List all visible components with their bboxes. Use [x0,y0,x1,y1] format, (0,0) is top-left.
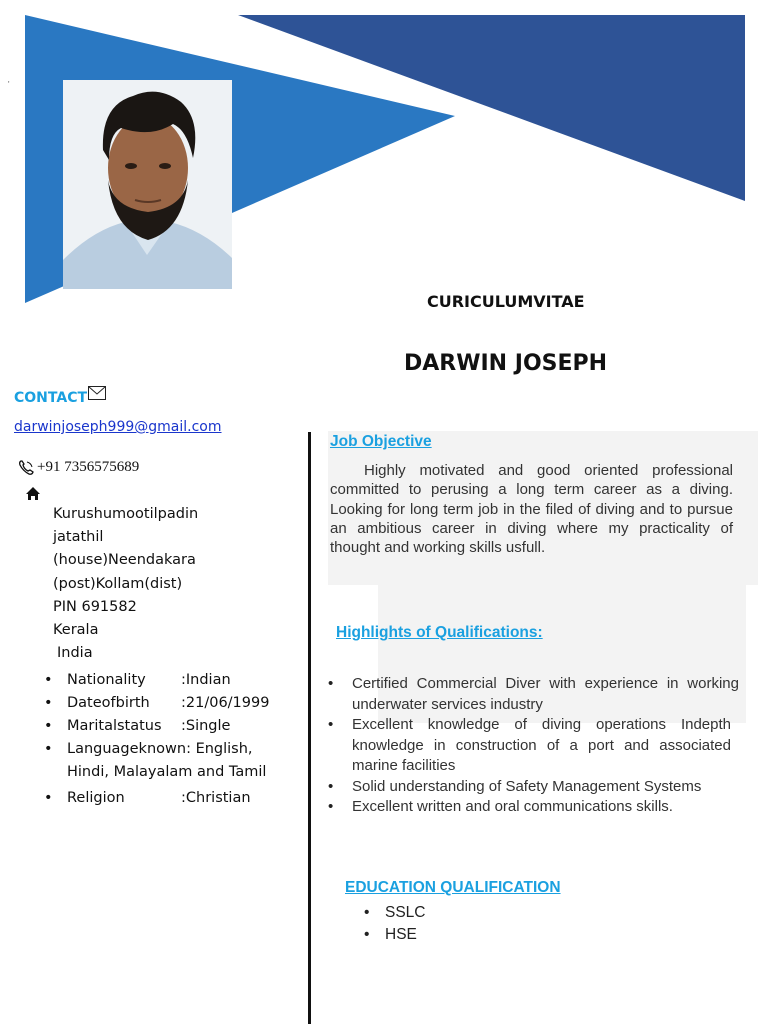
address-line: (post)Kollam(dist) [53,575,183,592]
address-line: Kurushumootilpadin [53,506,199,522]
email-link[interactable]: darwinjoseph999@gmail.com [14,419,222,435]
education-item: • SSLC [364,902,426,924]
document-title: CURICULUMVITAE [427,292,585,311]
envelope-icon [88,386,106,400]
address-line: Kerala [53,622,99,639]
education-item: • HSE [364,924,426,946]
education-heading: EDUCATION QUALIFICATION [345,879,561,896]
personal-item-nationality [44,669,297,692]
stray-mark: ' [8,80,10,89]
job-objective-heading: Job Objective [330,433,432,450]
personal-value: :Single [181,718,231,734]
contact-heading-label: CONTACT [14,390,88,406]
highlight-item: • Excellent written and oral communications skills. [328,797,739,818]
address-line: jatathil [53,529,104,546]
personal-item-religion [44,787,297,810]
highlights-list [328,674,739,818]
personal-key: Dateofbirth [67,695,150,711]
address-line: PIN 691582 [53,598,137,615]
personal-key: Maritalstatus [67,718,162,734]
highlight-item: • Excellent knowledge of diving operations Indepth knowledge in construction of a port and associated marine facilities [328,715,731,777]
personal-item-languages [44,738,297,787]
personal-item-marital-status [44,715,297,738]
personal-item-dob [44,692,297,715]
address-block [53,503,198,665]
highlight-item: • Solid understanding of Safety Management Systems [328,777,731,798]
personal-value: :Christian [181,790,251,806]
candidate-name: DARWIN JOSEPH [404,351,608,376]
personal-value: :Indian [181,672,231,688]
column-divider [308,432,311,1024]
contact-heading [14,386,106,406]
personal-value: :21/06/1999 [181,695,270,711]
personal-key: Religion [67,790,125,806]
personal-details-list [44,669,297,810]
job-objective-text: Highly motivated and good oriented professional committed to perusing a long term career as a diving. Looking for long term job in the filed of diving and to pursue an ambitious career in diving where my practicality of thought and working skills usfull. [330,462,733,557]
phone-number: +91 7356575689 [37,459,140,475]
personal-key: Languageknown [67,741,187,757]
address-line: India [57,645,93,662]
address-line: (house)Neendakara [53,552,196,569]
highlight-item: • Certified Commercial Diver with experience in working underwater services industry [328,674,739,715]
profile-photo [63,80,232,289]
education-list [364,902,426,946]
phone-row [18,459,139,476]
highlights-heading: Highlights of Qualifications: [336,624,543,641]
personal-value: : English, Hindi, Malayalam and Tamil [67,741,267,780]
personal-key: Nationality [67,672,146,688]
home-icon [25,486,41,501]
phone-icon [18,460,34,475]
